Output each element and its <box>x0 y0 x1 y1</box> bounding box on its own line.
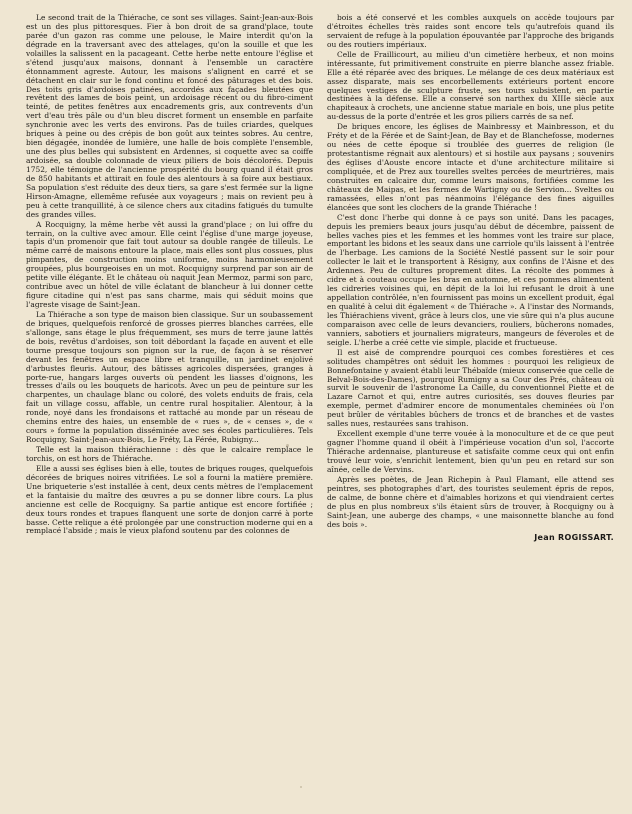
right-column <box>327 14 614 804</box>
paper-speck <box>286 444 289 447</box>
paragraph: Il est aisé de comprendre pourquoi ces combes forestières et ces solitudes champêtres ont séduit les hommes : pourquoi les religieux de Bonnefontaine y avaient établi leur Thébaïde (mieux conservée que celle de Belval-Bois-des-Dames), pourquoi Rumigny a sa Cour des Prés, château où survit le souvenir de l'astronome La Caille, du conventionnel Piette et de Lazare Carnot et qui, entre autres curiosités, ses douves fleuries par exemple, permet d'admirer encore de monumentales cheminées où l'on peut brûler de véritables bûchers de troncs et de branches et de vastes salles nues, restaurées sans trahison. <box>327 347 614 429</box>
paragraph: Elle a aussi ses églises bien à elle, toutes de briques rouges, quelquefois décorées de briques noires vitrifiées. Le sol a fourni la matière première. Une briqueterie s'est installée à cent, deux cents mètres de l'emplacement et la fantaisie du maître des œuvres a pu se donner libre cours. La plus ancienne est celle de Rocquigny. Sa partie antique est encore fortifiée ; deux tours rondes et trapues flanquent une sorte de donjon carré à porte basse. Cette relique a été prolongée par une construction moderne qui en a remplacé l'abside ; mais le vieux plafond soutenu par des colonnes de <box>26 463 313 536</box>
paper-speck <box>300 786 302 788</box>
paragraph: La Thiérache a son type de maison bien classique. Sur un soubassement de briques, quelquefois renforcé de grosses pierres blanches carrées, elle s'allonge, sans étage le plus fréquemment, ses murs de terre jaune lattés de bois, revêtus d'ardoises, son toit débordant la façade en auvent et elle tourne presque toujours son pignon sur la rue, de façon à se réserver devant les fenêtres un espace libre et tranquille, un jardinet enjolivé d'arbustes fleuris. Autour, des bâtisses agricoles dispersées, granges à porte-rue, hangars larges ouverts où pendent les liasses d'oignons, les tresses d'ails ou les bouquets de haricots. Avec un peu de peinture sur les charpentes, un chaulage blanc ou coloré, des volets enduits de frais, cela fait un village cossu, affable, un centre rural hospitalier. Alentour, à la ronde, noyé dans les frondaisons et rattaché au monde par un réseau de chemins entre des haies, un ensemble de « rues », de « censes », de « cours » forme la population disséminée avec ses écoles particulières. Tels Rocquigny, Saint-Jean-aux-Bois, Le Fréty, La Férée, Rubigny... <box>26 309 313 445</box>
paragraph: De briques encore, les églises de Mainbressy et Mainbresson, et du Fréty et de la Férée et de Saint-Jean, de Bay et de Blanchefosse, modernes ou nées de cette époque si troublée des guerres de religion (le protestantisme régnait aux alentours) et si hostile aux paysans ; souvenirs des églises d'Aouste encore intacte et d'une architecture militaire si compliquée, et de Prez aux tourelles sveltes percées de meurtrières, mais construites en calcaire dur, comme leurs maisons, fortifiées comme les châteaux de Maipas, et les fermes de Wartigny ou de Servion... Sveltes ou ramassées, elles n'ont pas néanmoins l'élégance des fines aiguilles élancées que sont les clochers de la grande Thiérache ! <box>327 122 614 212</box>
author-signature: Jean ROGISSART. <box>534 533 614 543</box>
paragraph: Le second trait de la Thiérache, ce sont ses villages. Saint-Jean-aux-Bois est un des plus pittoresques. Fier à bon droit de sa grand'place, toute parée d'un gazon ras comme une pelouse, le Maire interdit qu'on la dégrade en la traversant avec des attelages, qu'on la souille et que les volailles la salissent en la pacageant. Cette herbe nette entoure l'église et s'étend jusqu'aux maisons, donnant à l'ensemble un caractère étonnamment agreste. Autour, les maisons s'alignent en carré et se détachent en clair sur le fond continu et foncé des pâturages et des bois. Des toits gris d'ardoises patinées, accordés aux façades bleutées que revêtent des lames de bois peint, un ardoisage récent ou du fibro-ciment teinté, de petites fenêtres aux encadrements gris, aux contrevents d'un vert d'eau très pâle ou d'un bleu discret forment un ensemble en parfaite synchronie avec les verts des environs. Pas de tuiles criardes, quelques briques à peine ou des crépis de bon goût aux teintes sobres. Au centre, bien dégagée, inondée de lumière, une halle de bois complète l'ensemble, une des plus belles qui subsistent en Ardennes, si coquette avec sa coiffe ardoisée, sa double colonnade de vieux piliers de bois décolorés. Depuis 1752, elle témoigne de l'ancienne prospérité du bourg quand il était gros de 850 habitants et attirait en foule des alentours à sa foire aux bestiaux. Sa population s'est réduite des deux tiers, sa gare s'est fermée sur la ligne Hirson-Amagne, ellemême refusée aux voyageurs ; mais on revient peu à peu à cette tranquillité, à ce silence chers aux citadins fatigués du tumulte des grandes villes. <box>26 13 313 219</box>
paragraph: A Rocquigny, la même herbe vêt aussi la grand'place ; on lui offre du terrain, on la cultive avec amour. Elle ceint l'église d'une marge joyeuse, tapis d'un promenoir que fait tout autour sa double rangée de tilleuls. Le même carré de maisons entoure la place, mais elles sont plus cossues, plus pimpantes, de construction moins uniforme, moins harmonieusement groupées, plus bourgeoises en un mot. Rocquigny surprend par son air de petite ville élégante. Et le château où naquit Jean Mermoz, parmi son parc, contribue avec un hôtel de ville éclatant de blancheur à lui donner cette figure citadine qui n'est pas sans charme, mais qui séduit moins que l'agreste visage de Saint-Jean. <box>26 219 313 309</box>
paragraph: Excellent exemple d'une terre vouée à la monoculture et de ce que peut gagner l'homme quand il obéit à l'impérieuse vocation d'un sol, l'accorte Thiérache ardennaise, plantureuse et satisfaite comme ceux qui ont enfin trouvé leur voie, s'enrichit lentement, bien qu'un peu en retard sur son aînée, celle de Vervins. <box>327 429 614 474</box>
paragraph: C'est donc l'herbe qui donne à ce pays son unité. Dans les pacages, depuis les premiers beaux jours jusqu'au début de décembre, paissent de belles vaches pies et les femmes et les hommes vont les traire sur place, emportant les bidons et les seaux dans une carriole qu'ils laissent à l'entrée de l'herbage. Les camions de la Société Nestlé passent sur le soir pour collecter le lait et le transportent à Résigny, aux confins de l'Aisne et des Ardennes. Peu de cultures proprement dites. La récolte des pommes à cidre et à couteau occupe les bras en automne, et ces pommes alimentent les cidreries voisines qui, en dépit de la loi lui refusant le droit à une appellation contrôlée, n'en fournissent pas moins un excellent produit, égal en qualité à celui dit également « de Thiérache ». A l'instar des Normands, les Thiérachiens vivent, grâce à leurs clos, une vie sûre qui n'a plus aucune comparaison avec celle de leurs devanciers, rouliers, bûcherons nomades, vanniers, sabotiers et journaliers migrateurs, mangeurs de féveroles et de seigle. L'herbe a créé cette vie simple, placide et fructueuse. <box>327 212 614 347</box>
paragraph: bois a été conservé et les combles auxquels on accède toujours par d'étroites échelles très raides sont encore tels qu'autrefois quand ils servaient de refuge à la population épouvantée par l'approche des brigands ou des routiers impériaux. <box>327 13 614 49</box>
paragraph: Celle de Fraillicourt, au milieu d'un cimetière herbeux, et non moins intéressante, fut primitivement construite en pierre blanche assez friable. Elle a été réparée avec des briques. Le mélange de ces deux matériaux est assez disparate, mais ses encorbellements extérieurs portent encore quelques vestiges de sculpture fruste, ses tours subsistent, en partie destinées à la défense. Elle a conservé son narthex du XIIIe siècle aux chapiteaux à crochets, une ancienne statue mariale en bois, une plus petite au-dessus de la porte d'entrée et les gros piliers carrés de sa nef. <box>327 49 614 122</box>
paragraph: Après ses poètes, de Jean Richepin à Paul Flamant, elle attend ses peintres, ses photographes d'art, des touristes seulement épris de repos, de calme, de bonne chère et d'aimables horizons et qui viendraient certes de plus en plus nombreux s'ils étaient sûrs de trouver, à Rocquigny ou à Saint-Jean, une auberge des champs, « une maisonnette blanche au fond des bois ». <box>327 474 614 529</box>
paragraph: Telle est la maison thiérachienne : dès que le calcaire remplace le torchis, on est hors de Thiérache. <box>26 445 313 463</box>
left-column <box>26 14 313 804</box>
